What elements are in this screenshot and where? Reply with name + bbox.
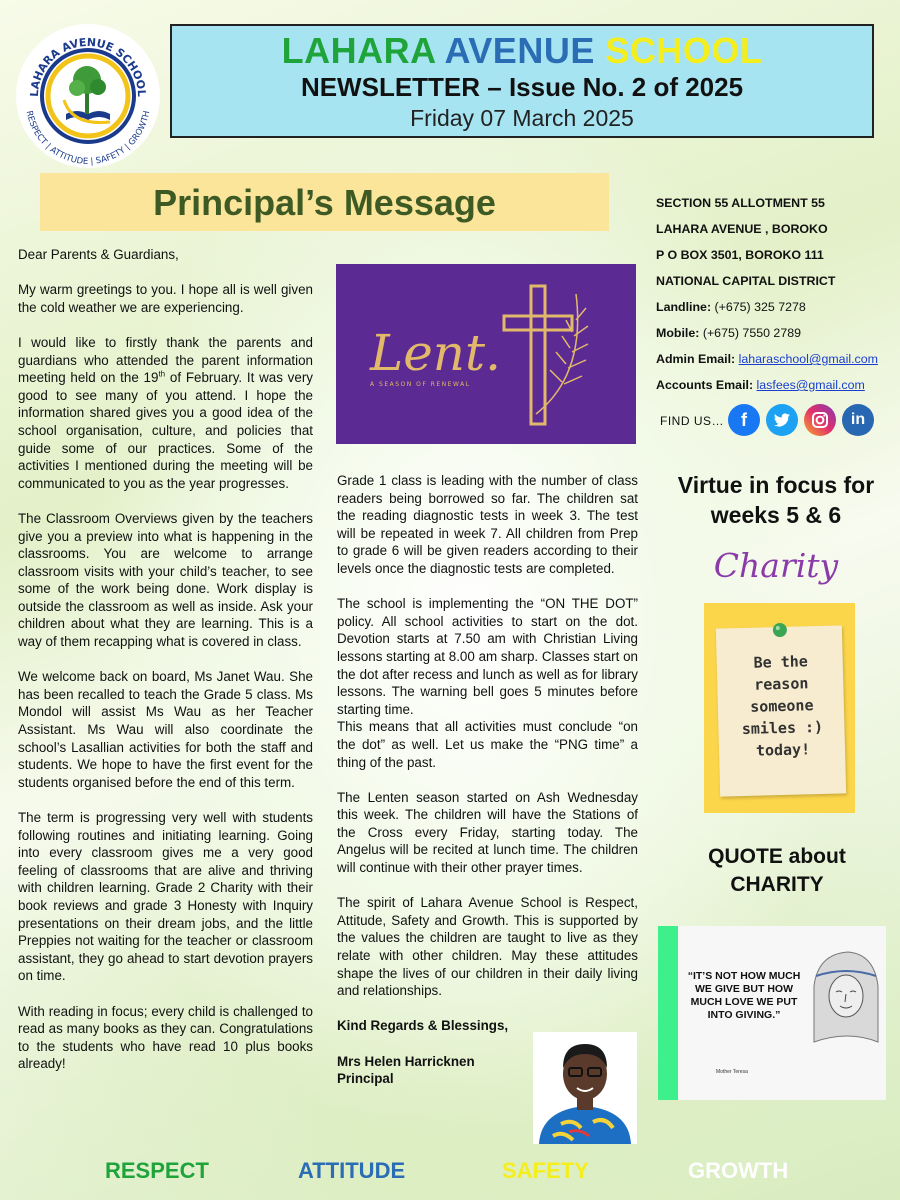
footer-attitude: ATTITUDE — [298, 1158, 406, 1183]
address-line: LAHARA AVENUE , BOROKO — [656, 222, 828, 236]
footer-growth: GROWTH — [688, 1158, 789, 1183]
principal-photo — [533, 1032, 637, 1144]
letter-paragraph: The spirit of Lahara Avenue School is Respect, Attitude, Safety and Growth. This is supported by the values the children are taught to live as they relate with other children. May these attitudes shape the lives of our children in their daily living and relationships. — [337, 895, 638, 999]
cross-icon — [504, 286, 572, 424]
lent-image — [336, 264, 636, 444]
instagram-icon[interactable] — [804, 404, 836, 436]
letter-column-1 — [18, 246, 313, 1091]
address-line: P O BOX 3501, BOROKO 111 — [656, 248, 824, 262]
mobile: Mobile: (+675) 7550 2789 — [656, 326, 801, 340]
letter-greeting: Dear Parents & Guardians, — [18, 247, 179, 262]
quote-title: QUOTE about CHARITY — [708, 845, 846, 896]
footer-respect: RESPECT — [105, 1158, 209, 1183]
facebook-icon[interactable]: f — [728, 404, 760, 436]
principal-message-banner — [40, 173, 609, 231]
school-name-title: LAHARA AVENUE SCHOOL — [281, 30, 763, 71]
quote-text: “IT’S NOT HOW MUCH WE GIVE BUT HOW MUCH LOVE WE PUT INTO GIVING.” — [687, 970, 801, 1021]
newsletter-title-box — [170, 24, 874, 138]
signer-title: Principal — [337, 1071, 394, 1087]
virtue-sticky-note: Be the reason someone smiles :) today! — [704, 603, 855, 813]
linkedin-icon[interactable]: in — [842, 404, 874, 436]
letter-paragraph: The Lenten season started on Ash Wednesday this week. The children will have the Stations of the Cross every Friday, starting today. The Angelus will be recited at lunch time. The children will continue with their other prayer times. — [337, 789, 638, 876]
school-address — [656, 190, 896, 398]
virtue-word: Charity — [713, 546, 839, 585]
admin-email: Admin Email: laharaschool@gmail.com — [656, 352, 878, 366]
portrait-sketch — [808, 946, 882, 1056]
letter-paragraph: We welcome back on board, Ms Janet Wau. She has been recalled to teach the Grade 5 class. Ms Mondol will assist Ms Wau as her Teacher Assistant. Ms Wau will also coordinate the school’s Lasallian activities for both the staff and students. We hope to have the first event for the students organised before the end of this term. — [18, 669, 313, 790]
letter-paragraph: Grade 1 class is leading with the number of class readers being borrowed so far. The children sat the reading diagnostic tests in week 3. The test will be repeated in week 7. All children from Prep to grade 6 will be given readers according to their levels once the diagnostic tests are completed. — [337, 473, 638, 576]
twitter-icon[interactable] — [766, 404, 798, 436]
newsletter-date: Friday 07 March 2025 — [410, 105, 634, 131]
pushpin-icon — [770, 621, 791, 642]
principal-message-heading: Principal’s Message — [153, 182, 496, 223]
newsletter-issue: NEWSLETTER – Issue No. 2 of 2025 — [300, 72, 744, 102]
letter-paragraph: The Classroom Overviews given by the teachers give you a preview into what is happening in the classrooms. You are welcome to arrange classroom visits with your child’s teacher, to see some of the work being done. Work display is outside the classroom as well as inside. Ask your children about what they are learning. This is a way of them recapping what is covered in class. — [18, 510, 313, 650]
find-us-label: FIND US… — [660, 414, 724, 428]
school-logo — [14, 22, 162, 170]
signer-name: Mrs Helen Harricknen — [337, 1053, 475, 1069]
address-line: SECTION 55 ALLOTMENT 55 — [656, 196, 825, 210]
letter-column-2 — [337, 472, 638, 1088]
lent-subtitle: A SEASON OF RENEWAL — [370, 381, 471, 388]
quote-author: Mother Teresa — [716, 1069, 748, 1075]
virtue-title: Virtue in focus for weeks 5 & 6 — [677, 472, 875, 528]
accounts-email: Accounts Email: lasfees@gmail.com — [656, 378, 865, 392]
logo-ring-text: LAHARA AVENUE SCHOOL — [27, 35, 149, 98]
address-line: NATIONAL CAPITAL DISTRICT — [656, 274, 836, 288]
quote-image — [658, 926, 886, 1100]
admin-email-link[interactable]: laharaschool@gmail.com — [738, 352, 878, 366]
letter-paragraph: The term is progressing very well with students following routines and initiating learning. Going into every classroom gives me a very good feeling of classrooms that are alive and thriving with children learning. Grade 2 Charity with their book reviews and grade 3 Honesty with Inquiry presentations on their dream jobs, and the little Preppies not waiting for the teacher or classroom assistant, they go ahead to start devotion prayers on time. — [18, 810, 313, 984]
lent-word: Lent. — [370, 324, 501, 382]
landline: Landline: (+675) 325 7278 — [656, 300, 806, 314]
accounts-email-link[interactable]: lasfees@gmail.com — [756, 378, 865, 392]
footer-safety: SAFETY — [502, 1158, 589, 1183]
letter-paragraph: My warm greetings to you. I hope all is well given the cold weather we are experiencing. — [18, 282, 313, 315]
letter-paragraph: With reading in focus; every child is challenged to read as many books as they can. Congratulations to the students who have read 10 plus books already! — [18, 1003, 313, 1072]
logo-values-text: RESPECT | ATTITUDE | SAFETY | GROWTH — [23, 109, 153, 168]
letter-signoff: Kind Regards & Blessings, — [337, 1018, 509, 1034]
find-us-row — [660, 402, 890, 438]
letter-paragraph: The school is implementing the “ON THE DOT” policy. All school activities to start on the dot. Devotion starts at 7.50 am with Christian Living lessons starting at 8.00 am sharp. Classes start on the dot after recess and lunch as well as for library lessons. The warning bell goes 5 minutes before starting time. This means that all activities must conclude “on the dot” as well. Let us make the “PNG time” a thing of the past. — [337, 596, 638, 770]
letter-paragraph: I would like to firstly thank the parents and guardians who attended the parent information meeting held on the 19th of February. It was very good to see many of you attend. I hope the information shared gives you a good idea of the school organisation, culture, and policies that guide some of our practices. Some of the activities I mentioned during the meeting will be communicated to you as the year progresses. — [18, 334, 313, 491]
